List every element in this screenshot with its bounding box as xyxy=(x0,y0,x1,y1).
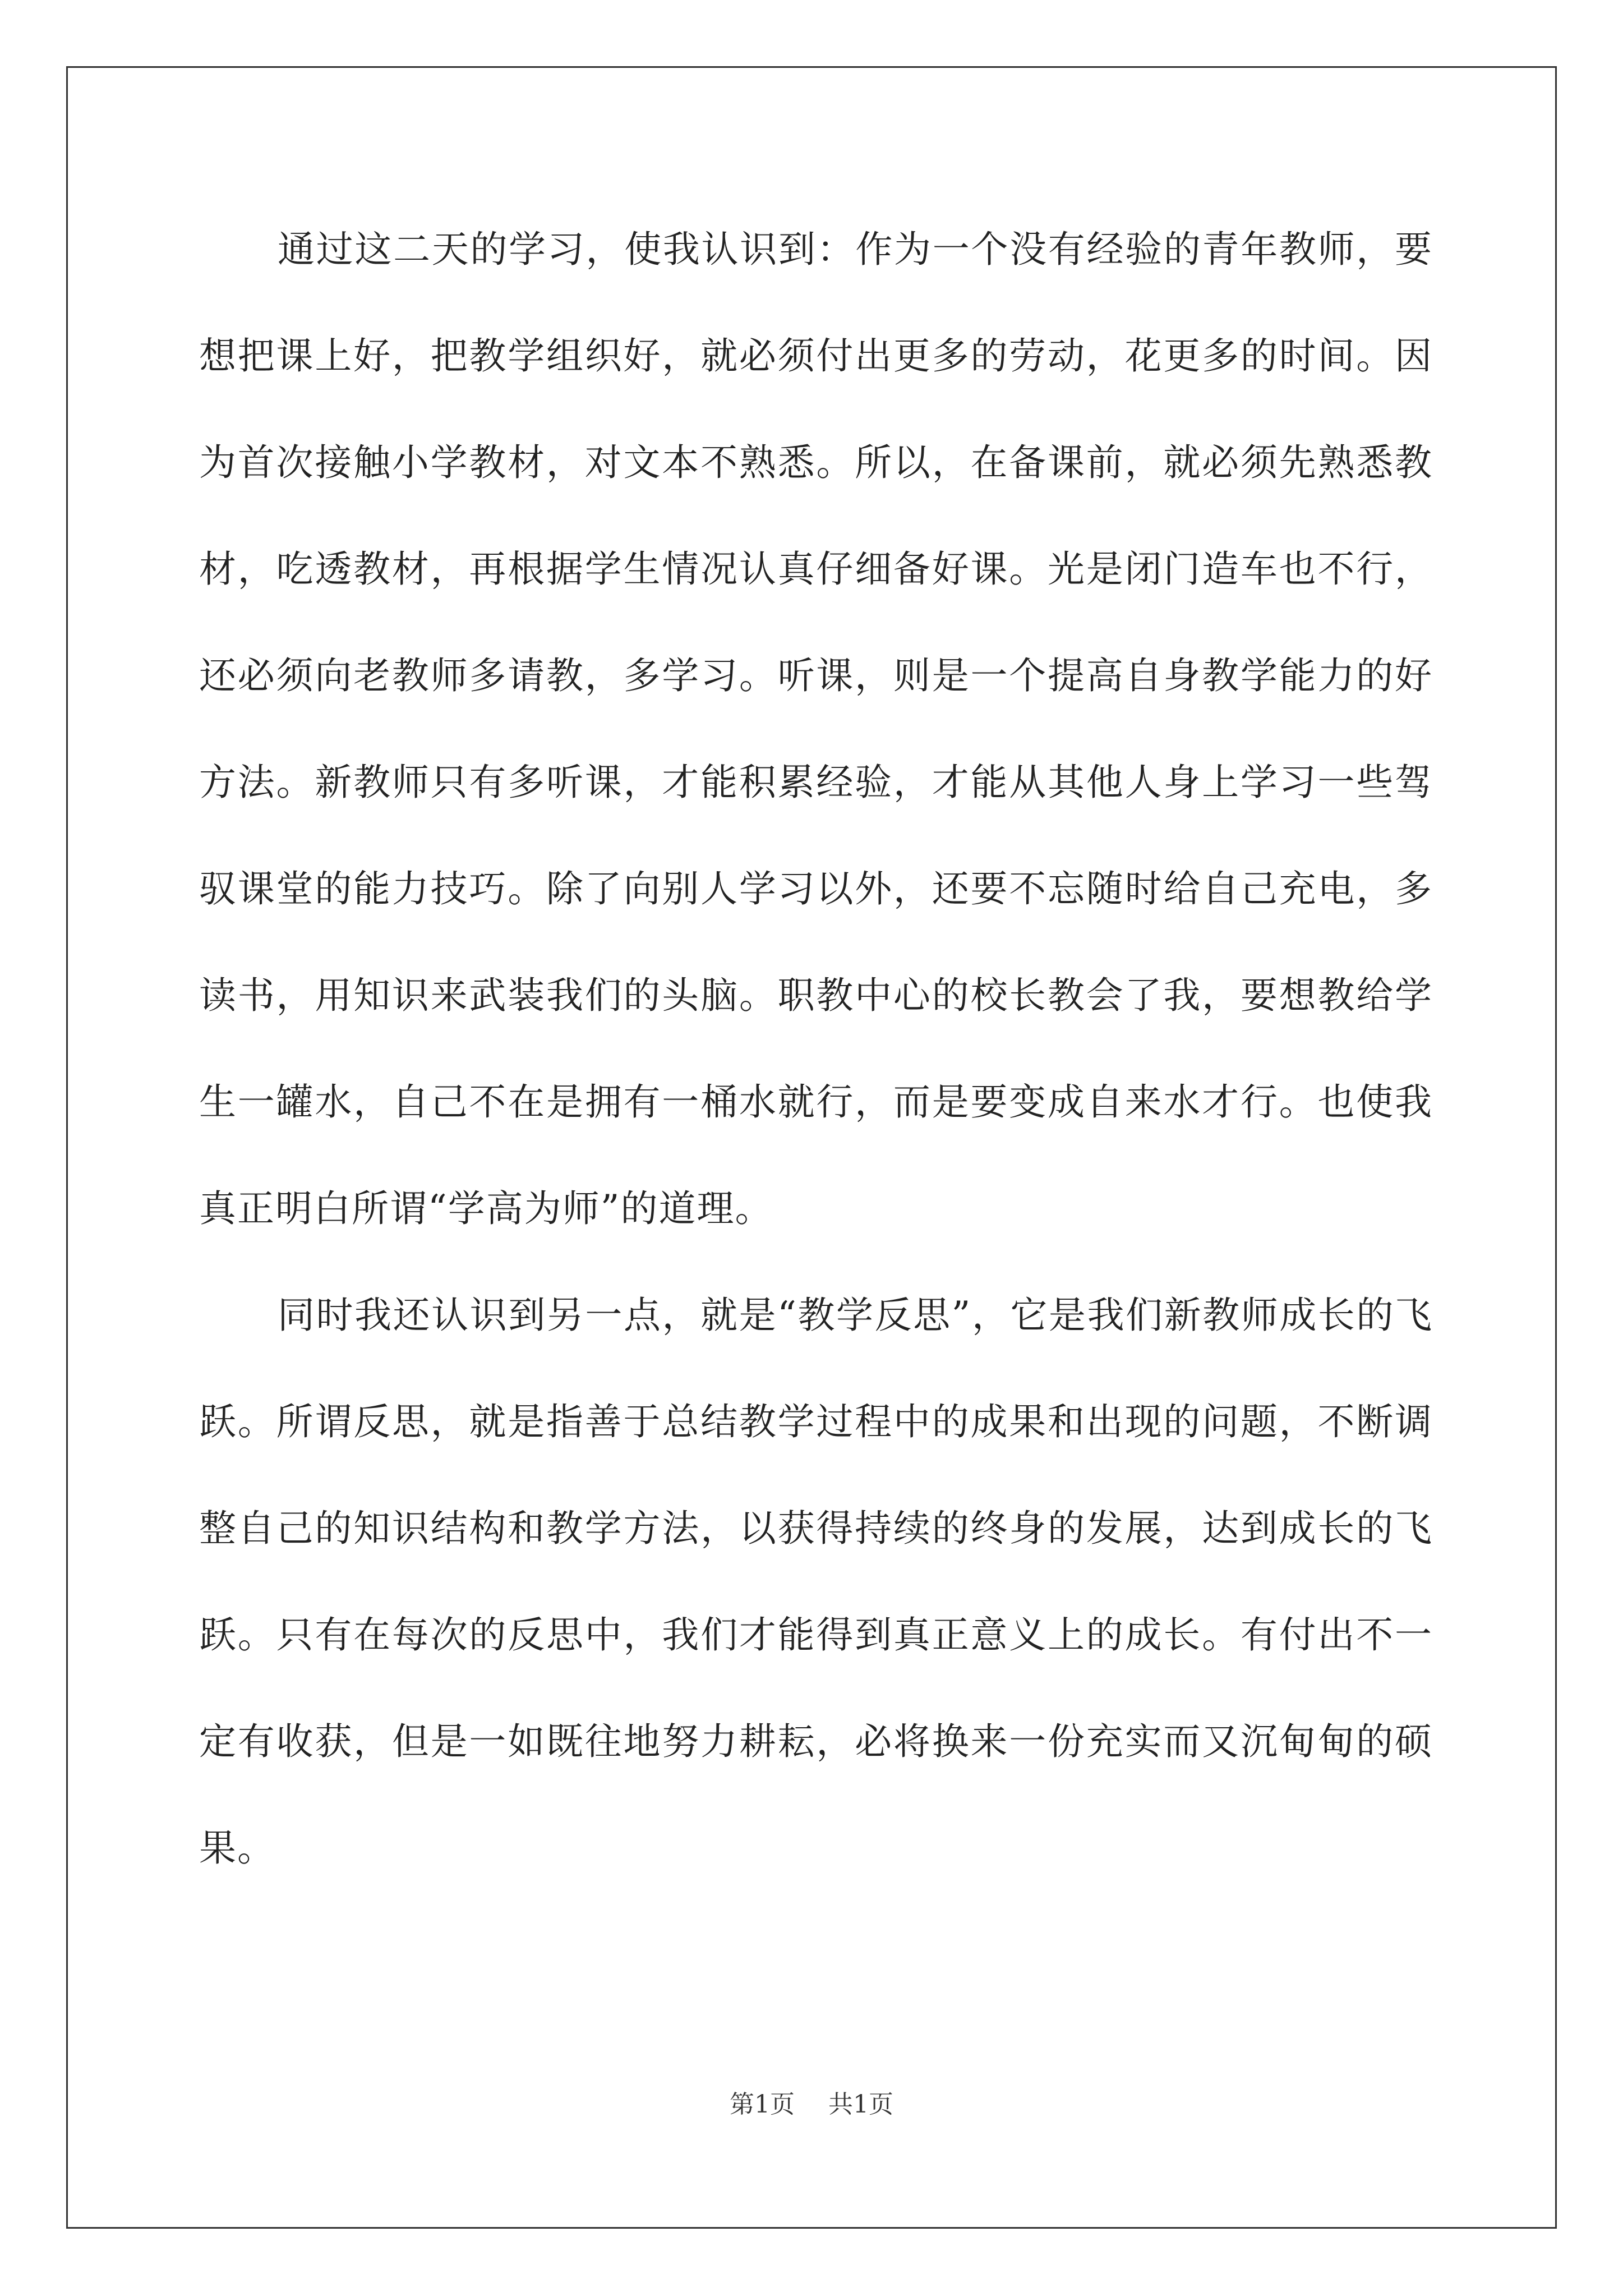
page-total: 共1页 xyxy=(828,2090,893,2119)
page-number: 第1页 xyxy=(730,2090,795,2119)
paragraph-2: 同时我还认识到另一点，就是“教学反思”，它是我们新教师成长的飞跃。所谓反思，就是指善于总结教学过程中的成果和出现的问题，不断调整自己的知识结构和教学方法，以获得持续的终身的发展，达到成长的飞跃。只有在每次的反思中，我们才能得到真正意义上的成长。有付出不一定有收获，但是一如既往地努力耕耘，必将换来一份充实而又沉甸甸的硕果。 xyxy=(199,1294,1433,1870)
page-footer xyxy=(0,2084,1623,2120)
document-body xyxy=(199,196,1433,1902)
paragraph-1: 通过这二天的学习，使我认识到：作为一个没有经验的青年教师，要想把课上好，把教学组织好，就必须付出更多的劳动，花更多的时间。因为首次接触小学教材，对文本不熟悉。所以，在备课前，就必须先熟悉教材，吃透教材，再根据学生情况认真仔细备好课。光是闭门造车也不行，还必须向老教师多请教，多学习。听课，则是一个提高自身教学能力的好方法。新教师只有多听课，才能积累经验，才能从其他人身上学习一些驾驭课堂的能力技巧。除了向别人学习以外，还要不忘随时给自己充电，多读书，用知识来武装我们的头脑。职教中心的校长教会了我，要想教给学生一罐水，自己不在是拥有一桶水就行，而是要变成自来水才行。也使我真正明白所谓“学高为师”的道理。 xyxy=(199,228,1433,1230)
